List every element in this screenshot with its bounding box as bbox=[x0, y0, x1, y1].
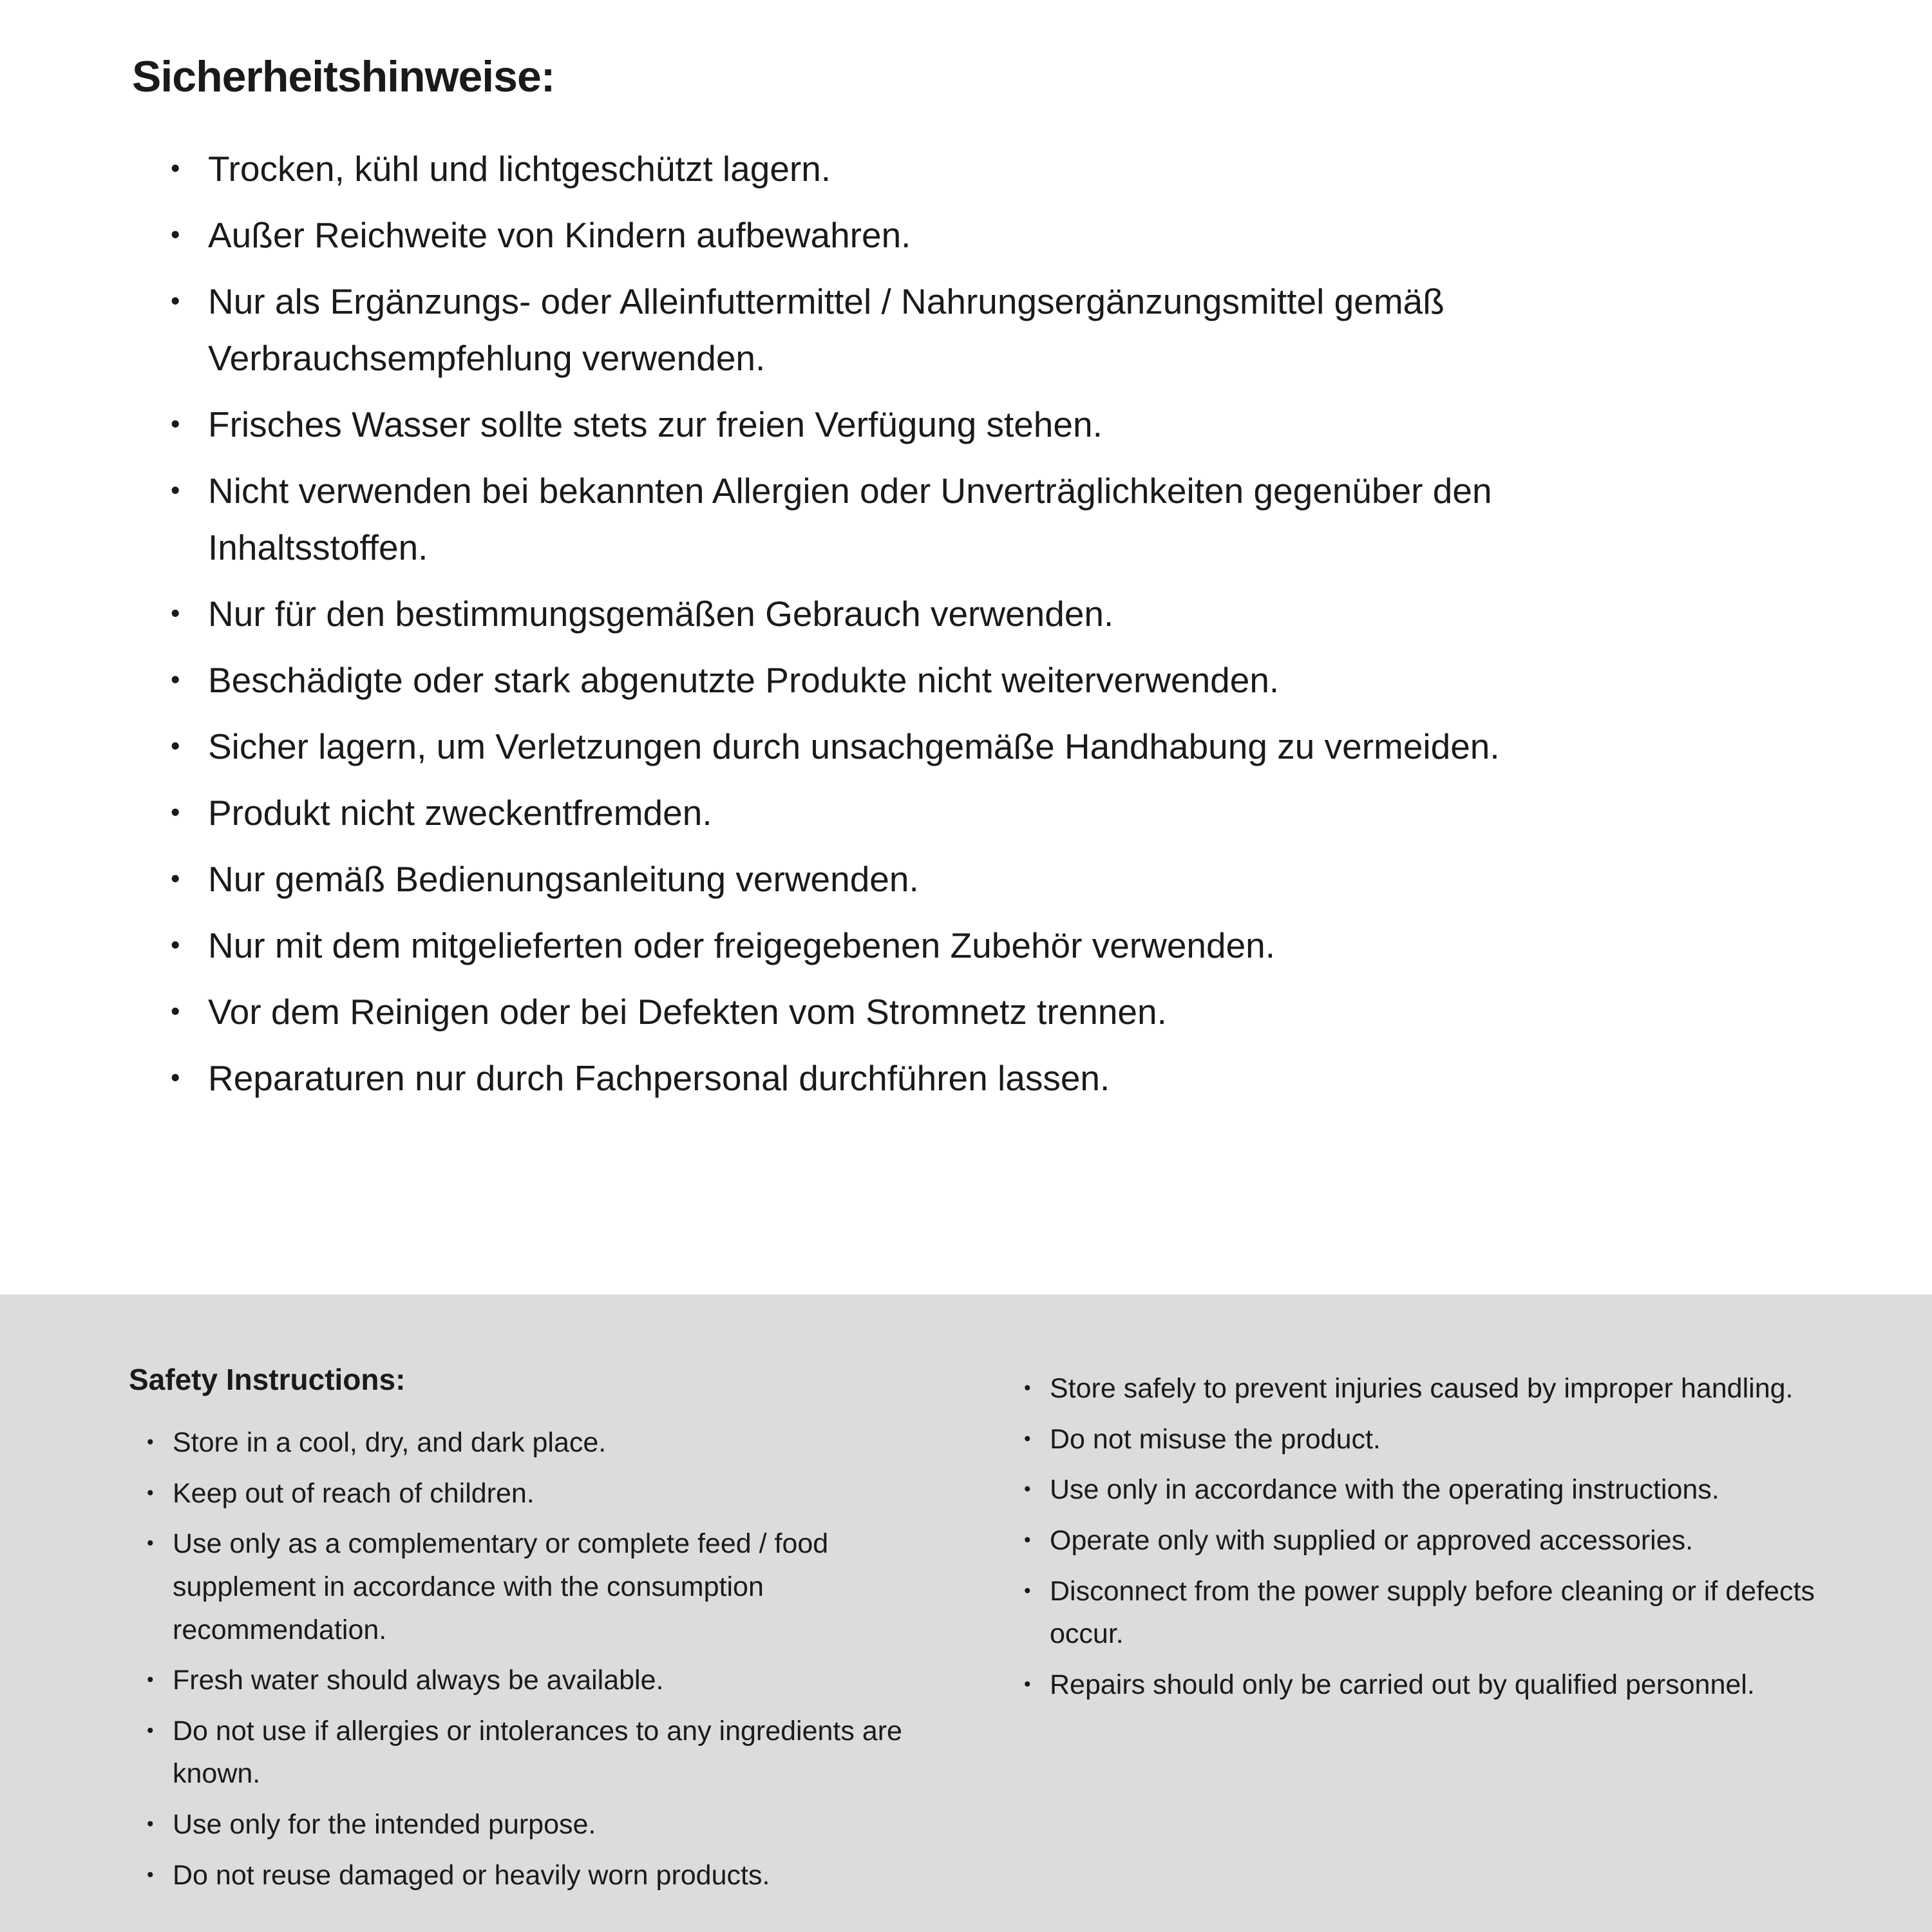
list-item-text: Vor dem Reinigen oder bei Defekten vom Stromnetz trennen. bbox=[208, 992, 1167, 1032]
list-item-text: Use only in accordance with the operating instructions. bbox=[1050, 1474, 1719, 1506]
list-item bbox=[147, 1710, 972, 1795]
bullet-icon: • bbox=[1024, 1673, 1031, 1695]
bullet-icon: • bbox=[147, 1482, 154, 1504]
english-left-column bbox=[129, 1362, 972, 1904]
bullet-icon: • bbox=[147, 1719, 154, 1741]
list-item bbox=[1024, 1468, 1880, 1511]
list-item bbox=[1024, 1519, 1880, 1562]
list-item-text: Beschädigte oder stark abgenutzte Produkte nicht weiterverwenden. bbox=[208, 660, 1280, 700]
english-safety-section bbox=[0, 1294, 1932, 1932]
list-item-text: Disconnect from the power supply before cleaning or if defects occur. bbox=[1050, 1575, 1815, 1650]
list-item bbox=[171, 983, 1626, 1040]
bullet-icon: • bbox=[171, 797, 180, 827]
list-item bbox=[171, 718, 1626, 775]
bullet-icon: • bbox=[171, 220, 180, 249]
list-item bbox=[171, 207, 1626, 263]
bullet-icon: • bbox=[147, 1533, 154, 1555]
english-section-columns bbox=[0, 1294, 1932, 1904]
bullet-icon: • bbox=[1024, 1378, 1031, 1399]
list-item-text: Use only for the intended purpose. bbox=[173, 1809, 596, 1841]
bullet-icon: • bbox=[171, 286, 180, 316]
list-item bbox=[147, 1522, 972, 1651]
list-item bbox=[171, 1050, 1626, 1106]
list-item bbox=[147, 1472, 972, 1515]
list-item bbox=[171, 585, 1626, 642]
list-item-text: Trocken, kühl und lichtgeschützt lagern. bbox=[208, 149, 831, 189]
list-item-text: Use only as a complementary or complete feed / food supplement in accordance with the consumption recommendation. bbox=[173, 1528, 829, 1645]
english-section-title: Safety Instructions: bbox=[129, 1363, 406, 1396]
list-item bbox=[147, 1421, 972, 1464]
list-item-text: Produkt nicht zweckentfremden. bbox=[208, 793, 712, 833]
list-item-text: Store in a cool, dry, and dark place. bbox=[173, 1427, 607, 1458]
list-item bbox=[147, 1803, 972, 1846]
list-item-text: Store safely to prevent injuries caused by improper handling. bbox=[1050, 1373, 1794, 1404]
list-item bbox=[147, 1659, 972, 1702]
bullet-icon: • bbox=[171, 731, 180, 761]
list-item bbox=[171, 273, 1626, 386]
list-item bbox=[171, 462, 1626, 576]
list-item bbox=[171, 652, 1626, 708]
bullet-icon: • bbox=[1024, 1428, 1031, 1450]
list-item bbox=[1024, 1663, 1880, 1707]
list-item-text: Do not reuse damaged or heavily worn products. bbox=[173, 1859, 770, 1891]
list-item-text: Nicht verwenden bei bekannten Allergien oder Unverträglichkeiten gegenüber den Inhaltsstoffen. bbox=[208, 471, 1492, 567]
list-item bbox=[1024, 1570, 1880, 1656]
list-item bbox=[171, 140, 1626, 197]
bullet-icon: • bbox=[171, 864, 180, 893]
list-item bbox=[147, 1854, 972, 1897]
bullet-icon: • bbox=[1024, 1580, 1031, 1602]
list-item bbox=[1024, 1418, 1880, 1461]
list-item bbox=[171, 784, 1626, 841]
list-item-text: Operate only with supplied or approved accessories. bbox=[1050, 1524, 1694, 1556]
bullet-icon: • bbox=[147, 1669, 154, 1691]
list-item-text: Außer Reichweite von Kindern aufbewahren. bbox=[208, 215, 911, 255]
bullet-icon: • bbox=[171, 475, 180, 505]
list-item bbox=[171, 917, 1626, 974]
list-item-text: Nur mit dem mitgelieferten oder freigegebenen Zubehör verwenden. bbox=[208, 925, 1276, 965]
list-item bbox=[1024, 1367, 1880, 1410]
bullet-icon: • bbox=[171, 1063, 180, 1092]
list-item-text: Repairs should only be carried out by qualified personnel. bbox=[1050, 1669, 1755, 1700]
list-item-text: Do not misuse the product. bbox=[1050, 1423, 1381, 1455]
bullet-icon: • bbox=[1024, 1479, 1031, 1501]
list-item-text: Keep out of reach of children. bbox=[173, 1477, 535, 1509]
list-item bbox=[171, 396, 1626, 453]
list-item-text: Nur für den bestimmungsgemäßen Gebrauch verwenden. bbox=[208, 594, 1114, 634]
english-safety-list-right bbox=[1024, 1367, 1880, 1706]
german-section-title: Sicherheitshinweise: bbox=[132, 52, 555, 101]
list-item bbox=[171, 851, 1626, 907]
bullet-icon: • bbox=[171, 598, 180, 628]
bullet-icon: • bbox=[147, 1814, 154, 1835]
bullet-icon: • bbox=[171, 665, 180, 694]
english-right-column bbox=[1024, 1362, 1880, 1904]
bullet-icon: • bbox=[171, 153, 180, 183]
list-item-text: Nur gemäß Bedienungsanleitung verwenden. bbox=[208, 859, 919, 899]
list-item-text: Sicher lagern, um Verletzungen durch unsachgemäße Handhabung zu vermeiden. bbox=[208, 726, 1500, 766]
list-item-text: Nur als Ergänzungs- oder Alleinfuttermittel / Nahrungsergänzungsmittel gemäß Verbrauchsempfehlung verwenden. bbox=[208, 281, 1444, 378]
list-item-text: Fresh water should always be available. bbox=[173, 1665, 664, 1696]
bullet-icon: • bbox=[147, 1432, 154, 1453]
bullet-icon: • bbox=[147, 1864, 154, 1886]
german-safety-section bbox=[132, 52, 1874, 1116]
bullet-icon: • bbox=[171, 996, 180, 1026]
english-safety-list-left bbox=[129, 1421, 972, 1897]
list-item-text: Reparaturen nur durch Fachpersonal durchführen lassen. bbox=[208, 1058, 1110, 1098]
german-safety-list bbox=[132, 140, 1626, 1106]
list-item-text: Do not use if allergies or intolerances to any ingredients are known. bbox=[173, 1715, 902, 1790]
list-item-text: Frisches Wasser sollte stets zur freien Verfügung stehen. bbox=[208, 404, 1103, 444]
bullet-icon: • bbox=[171, 930, 180, 960]
bullet-icon: • bbox=[171, 409, 180, 439]
bullet-icon: • bbox=[1024, 1529, 1031, 1551]
